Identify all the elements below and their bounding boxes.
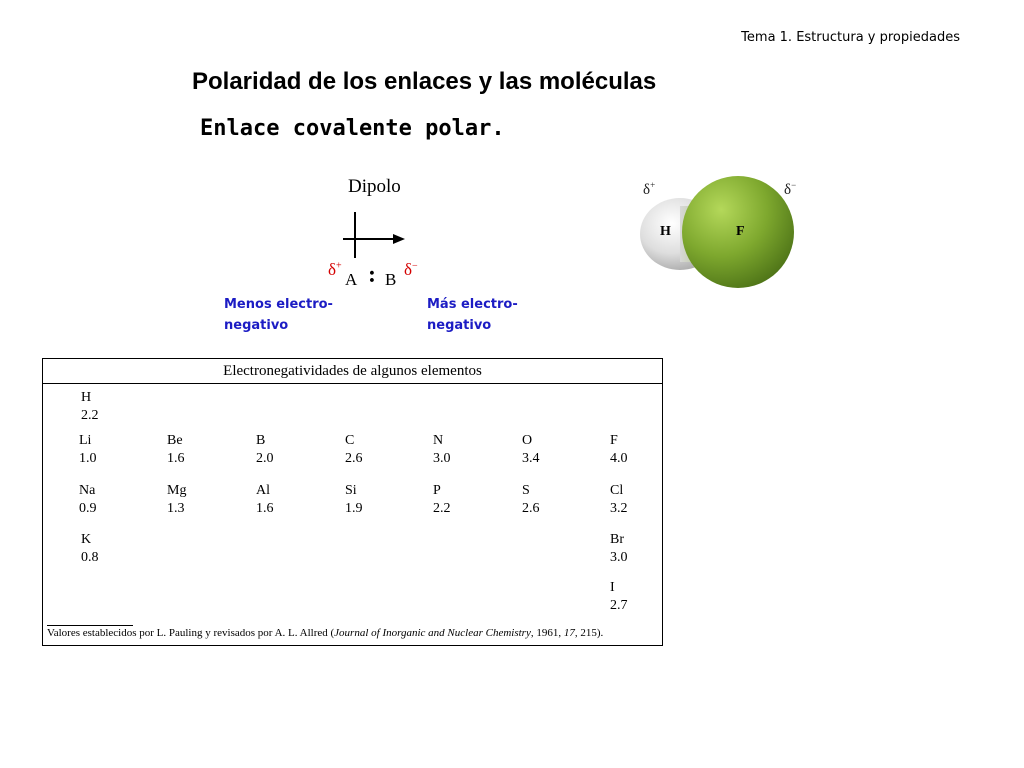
- dipole-delta-plus: δ+: [328, 260, 342, 279]
- less-electronegative-label: Menos electro- negativo: [224, 297, 333, 333]
- element-cell-na: Na 0.9: [79, 483, 97, 516]
- dipole-atom-b: B: [385, 270, 397, 289]
- element-cell-i: I 2.7: [610, 580, 628, 613]
- element-cell-si: Si 1.9: [345, 483, 363, 516]
- table-footnote: Valores establecidos por L. Pauling y revisados por A. L. Allred (Journal of Inorganic and Nuclear Chemistry, 1961, 17, 215).: [47, 627, 604, 639]
- element-cell-f: F 4.0: [610, 433, 628, 466]
- dipole-electron-pair: :: [368, 262, 376, 288]
- molecule-atom-f: F: [736, 224, 745, 239]
- table-title: Electronegatividades de algunos elementos: [43, 359, 662, 384]
- molecule-delta-minus: δ−: [784, 180, 797, 198]
- dipole-label: Dipolo: [348, 176, 401, 197]
- molecule-delta-plus: δ+: [643, 180, 656, 198]
- header-topic: Tema 1. Estructura y propiedades: [741, 30, 960, 45]
- element-cell-be: Be 1.6: [167, 433, 185, 466]
- element-cell-h: H 2.2: [81, 390, 99, 423]
- element-cell-cl: Cl 3.2: [610, 483, 628, 516]
- footnote-divider: [47, 625, 133, 626]
- element-cell-c: C 2.6: [345, 433, 363, 466]
- element-cell-li: Li 1.0: [79, 433, 97, 466]
- element-cell-br: Br 3.0: [610, 532, 628, 565]
- element-cell-al: Al 1.6: [256, 483, 274, 516]
- page-title: Polaridad de los enlaces y las moléculas: [192, 68, 657, 95]
- dipole-arrow-icon: [335, 212, 415, 262]
- more-electronegative-label: Más electro- negativo: [427, 297, 518, 333]
- element-cell-k: K 0.8: [81, 532, 99, 565]
- molecule-atom-h: H: [660, 224, 671, 239]
- element-cell-mg: Mg 1.3: [167, 483, 187, 516]
- element-cell-n: N 3.0: [433, 433, 451, 466]
- page-subtitle: Enlace covalente polar.: [200, 116, 505, 141]
- dipole-delta-minus: δ−: [404, 260, 418, 279]
- element-cell-p: P 2.2: [433, 483, 451, 516]
- element-cell-o: O 3.4: [522, 433, 540, 466]
- electronegativity-table: [42, 358, 663, 646]
- dipole-atom-a: A: [345, 270, 358, 289]
- element-cell-s: S 2.6: [522, 483, 540, 516]
- element-cell-b: B 2.0: [256, 433, 274, 466]
